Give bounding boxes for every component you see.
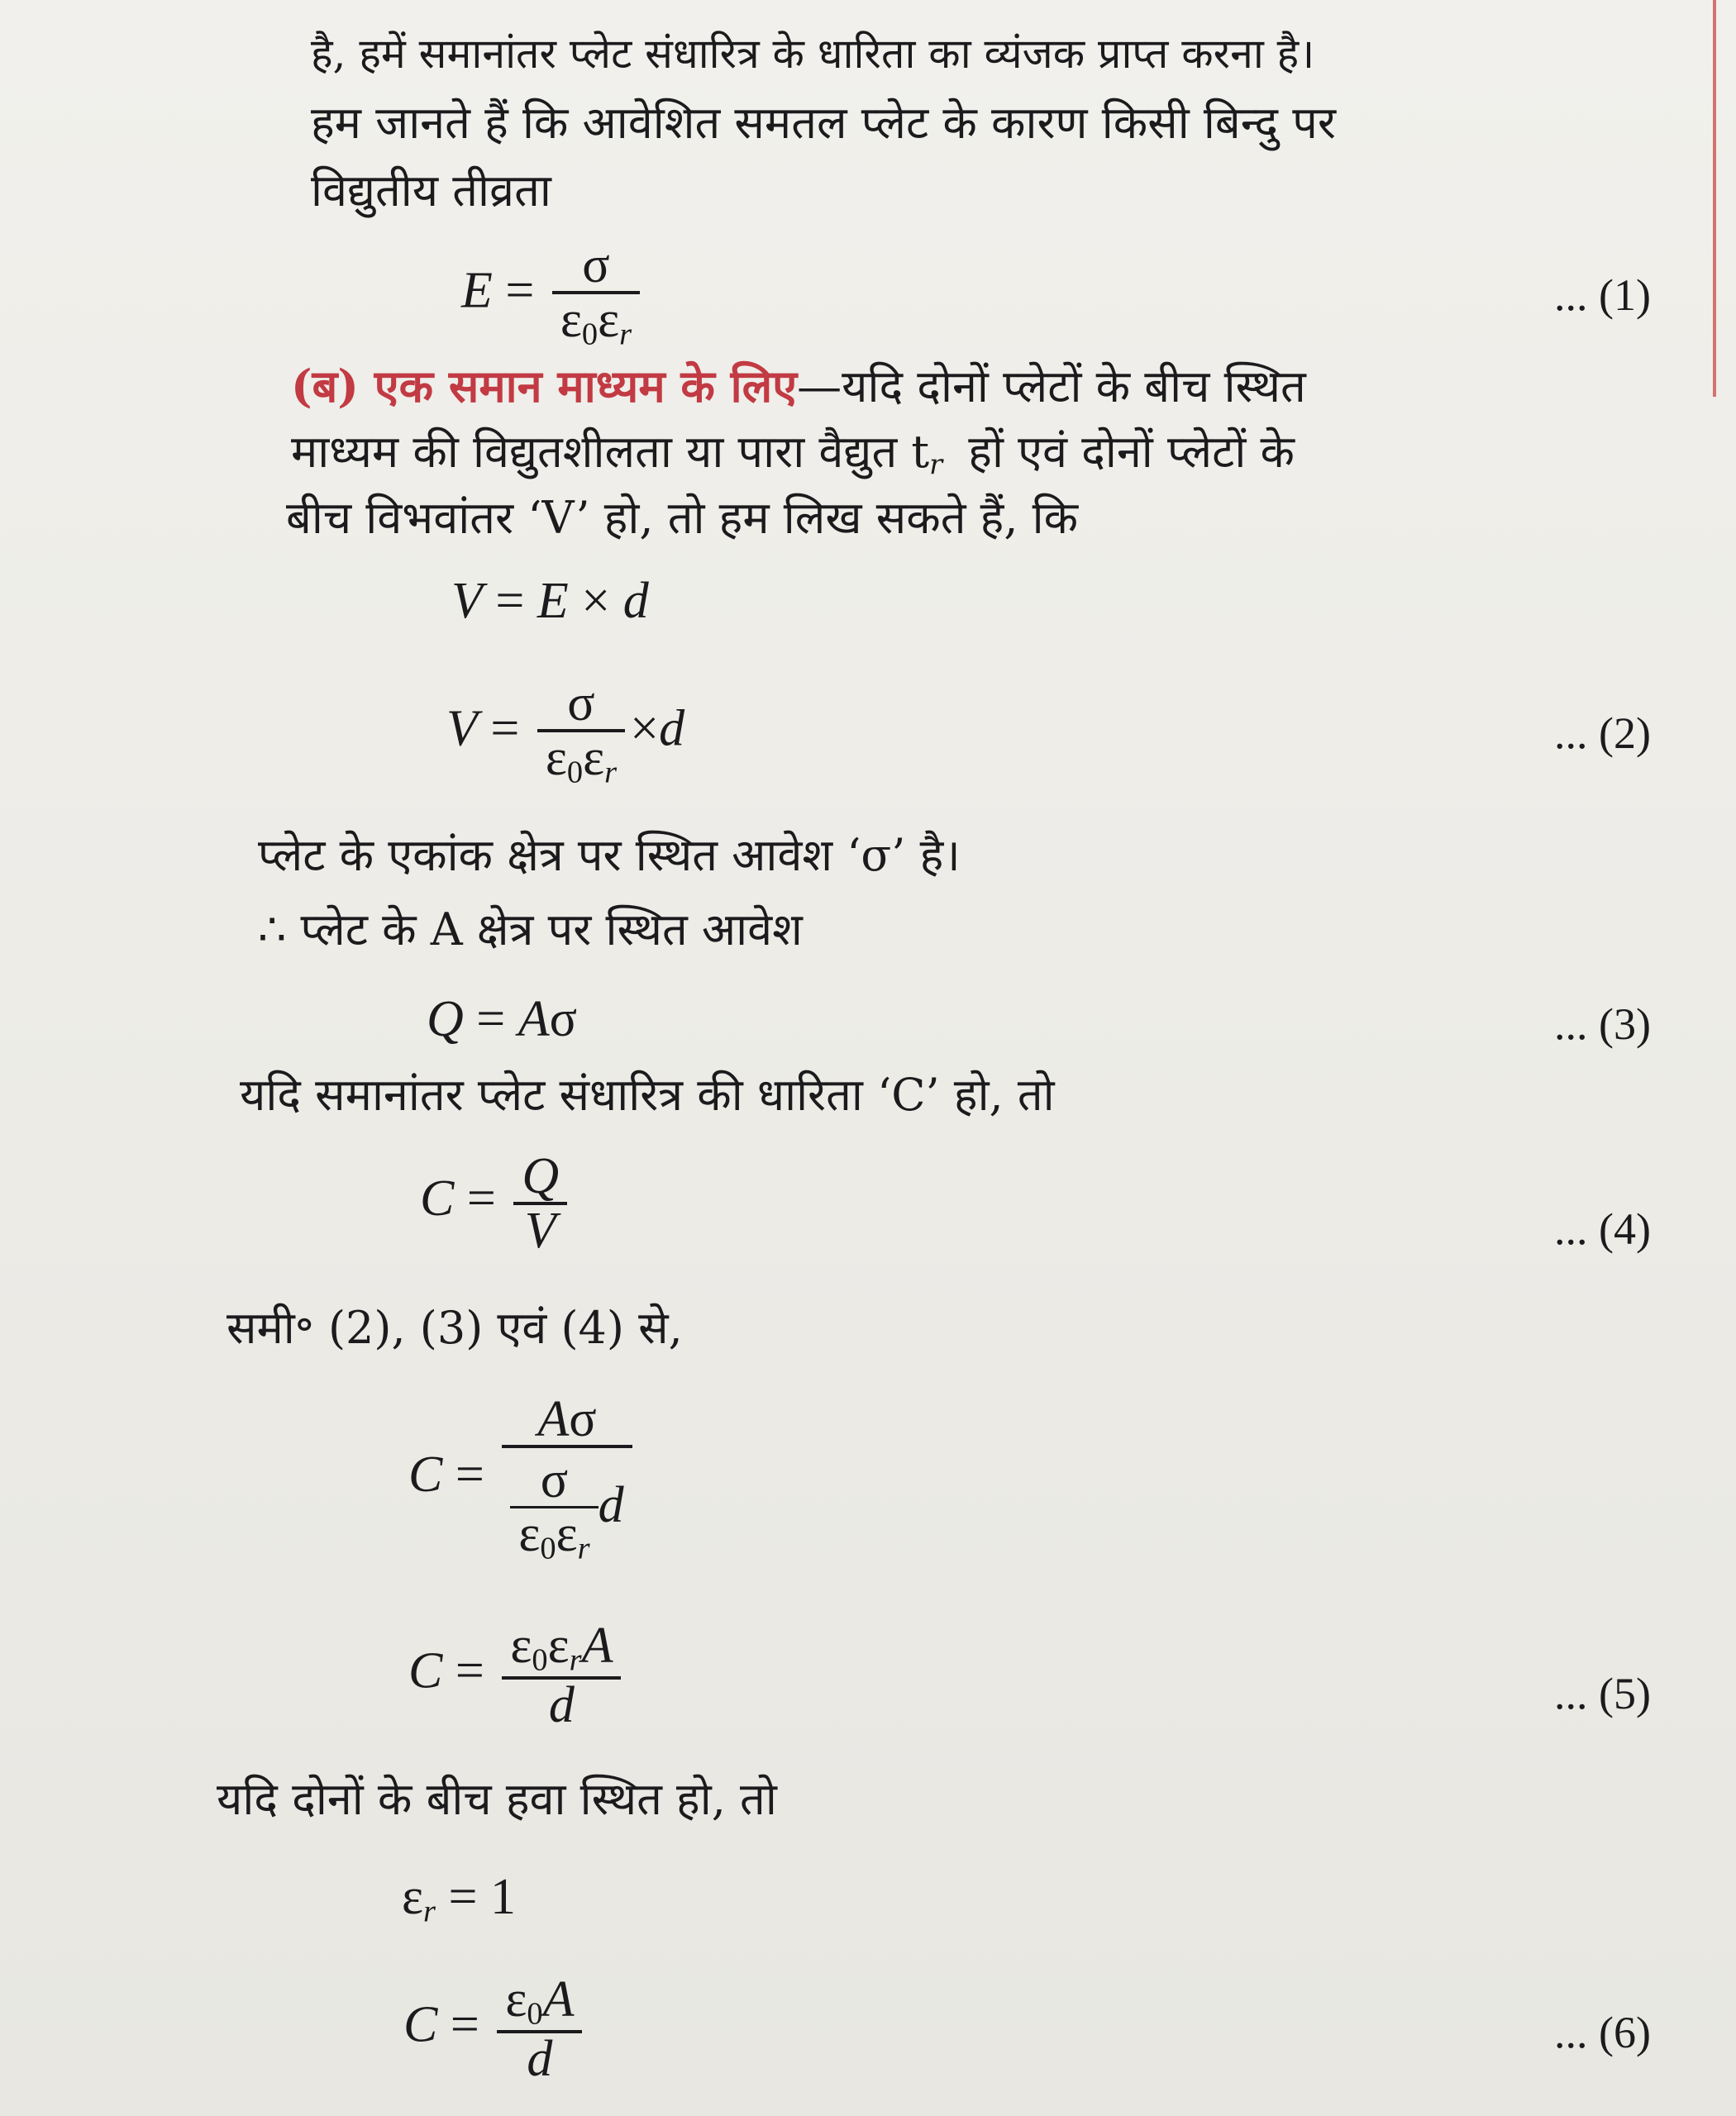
text-line-1: है, हमें समानांतर प्लेट संधारित्र के धारिता का व्यंजक प्राप्त करना है।	[311, 30, 1315, 78]
equation-6: C = $\frac{\varepsilon_0A}{d}$	[403, 1974, 587, 2085]
text-line-7: प्लेट के एकांक क्षेत्र पर स्थित आवेश ‘σ’ है।	[258, 829, 961, 881]
equation-number-6: ... (6)	[1554, 2008, 1651, 2057]
equation-4: C = $\frac{Q}{V}$	[420, 1151, 572, 1256]
text-line-8: ∴ प्लेट के A क्षेत्र पर स्थित आवेश	[258, 903, 803, 956]
numerator-sigma: σ	[582, 237, 610, 293]
equation-3: Q = Aσ	[427, 991, 578, 1047]
denominator: $\varepsilon_0\varepsilon_r$	[552, 291, 640, 350]
text-line-9: यदि समानांतर प्लेट संधारित्र की धारिता ‘C’ हो, तो	[240, 1069, 1055, 1121]
equation-number-4: ... (4)	[1554, 1204, 1651, 1254]
red-margin-line	[1713, 0, 1716, 397]
equation-number-3: ... (3)	[1554, 999, 1651, 1049]
equation-number-1: ... (1)	[1554, 270, 1651, 320]
section-heading-continuation: —यदि दोनों प्लेटों के बीच स्थित	[797, 360, 1306, 412]
text-line-3: विद्युतीय तीव्रता	[311, 164, 551, 217]
equation-number-5: ... (5)	[1554, 1669, 1651, 1718]
fraction	[552, 237, 640, 352]
symbol-E: E	[461, 262, 493, 319]
text-line-2: हम जानते हैं कि आवेशित समतल प्लेट के कारण किसी बिन्दु पर	[311, 97, 1336, 149]
text-line-6: बीच विभवांतर ‘V’ हो, तो हम लिख सकते हैं, कि	[286, 492, 1079, 544]
section-heading: (ब) एक समान माध्यम के लिए	[291, 360, 798, 412]
equation-compound-fraction: C = Aσ $\frac{\sigma}{\varepsilon_0\varepsilon_r}$ d	[408, 1394, 637, 1565]
equation-1	[461, 237, 645, 352]
text-line-5: माध्यम की विद्युतशीलता या पारा वैद्युत $t_r$ हों एवं दोनों प्लेटों के	[291, 426, 1295, 481]
text-line-10: समी॰ (2), (3) एवं (4) से,	[227, 1302, 683, 1354]
section-line	[291, 360, 1306, 412]
equals-sign: =	[505, 262, 535, 319]
equation-5: C = $\frac{\varepsilon_0\varepsilon_rA}{d}$	[408, 1620, 626, 1731]
equation-eps-r: $\varepsilon_r = 1$	[402, 1869, 516, 1929]
equation-v-e-d: V = E × d	[451, 573, 649, 629]
equation-2: V = $\frac{\sigma}{\varepsilon_0\varepsilon_r}$ ×d	[446, 675, 685, 790]
text-line-11: यदि दोनों के बीच हवा स्थित हो, तो	[217, 1773, 777, 1825]
equation-number-2: ... (2)	[1554, 708, 1651, 758]
